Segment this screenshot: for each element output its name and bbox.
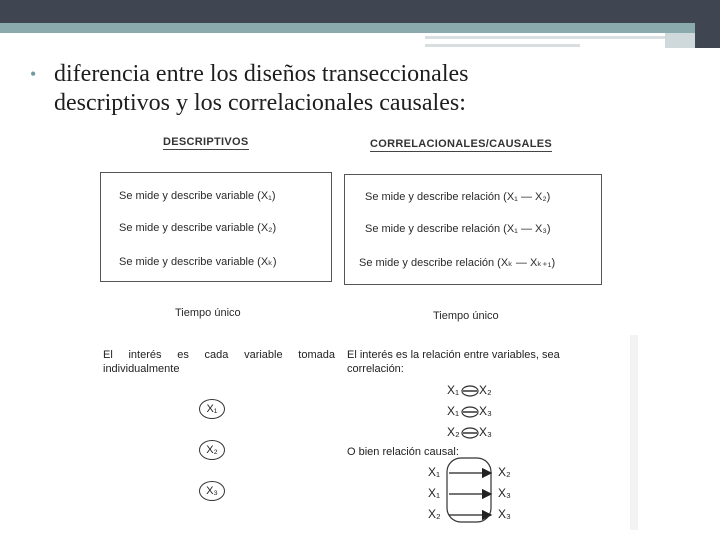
bullet-icon: • — [30, 64, 37, 84]
variable-circle-x3: X₃ — [199, 481, 225, 501]
left-row-1: Se mide y describe variable (X₁) — [119, 190, 276, 202]
header-corner — [695, 0, 720, 48]
descriptivos-header-text: DESCRIPTIVOS — [163, 136, 249, 148]
left-row-2: Se mide y describe variable (X₂) — [119, 222, 277, 234]
correlation-a: X₁ — [447, 383, 460, 397]
causal-label: O bien relación causal: — [347, 446, 459, 458]
right-row-2: Se mide y describe relación (X₁ — X₃) — [365, 223, 551, 235]
bullet-line-2: descriptivos y los correlacionales causales: — [54, 90, 466, 116]
header-line-short — [425, 44, 580, 47]
header-line — [425, 36, 665, 39]
causal-a: X₁ — [428, 465, 441, 479]
causal-a: X₁ — [428, 486, 441, 500]
causal-b: X₂ — [498, 465, 511, 479]
right-tiempo-label: Tiempo único — [433, 310, 499, 322]
causal-b: X₃ — [498, 507, 511, 521]
variable-circle-x1: X₁ — [199, 399, 225, 419]
correlation-a: X₂ — [447, 425, 460, 439]
correlation-b: X₂ — [479, 383, 492, 397]
header-stripe — [0, 23, 720, 33]
bullet-text-block — [30, 60, 670, 118]
causal-a: X₂ — [428, 507, 441, 521]
correlation-b: X₃ — [479, 425, 492, 439]
right-interest-text: El interés es la relación entre variables, sea correlación: — [347, 349, 560, 375]
left-row-3: Se mide y describe variable (Xₖ) — [119, 256, 277, 268]
relation-graphics — [95, 130, 635, 530]
correlacionales-header-text: CORRELACIONALES/CAUSALES — [370, 138, 552, 150]
left-tiempo-label: Tiempo único — [175, 307, 241, 319]
header-bar — [0, 0, 720, 23]
correlation-b: X₃ — [479, 404, 492, 418]
left-interest-text: El interés es cada variable tomada individualmente — [103, 349, 335, 375]
right-row-1: Se mide y describe relación (X₁ — X₂) — [365, 191, 551, 203]
header-accent — [665, 33, 695, 48]
right-row-3: Se mide y describe relación (Xₖ — Xₖ₊₁) — [359, 257, 556, 269]
scan-edge — [630, 335, 638, 530]
correlation-a: X₁ — [447, 404, 460, 418]
causal-group-outline — [447, 458, 491, 522]
diagram-figure — [95, 130, 635, 530]
causal-b: X₃ — [498, 486, 511, 500]
bullet-line-1: diferencia entre los diseños transeccionales — [54, 61, 469, 87]
variable-circle-x2: X₂ — [199, 440, 225, 460]
